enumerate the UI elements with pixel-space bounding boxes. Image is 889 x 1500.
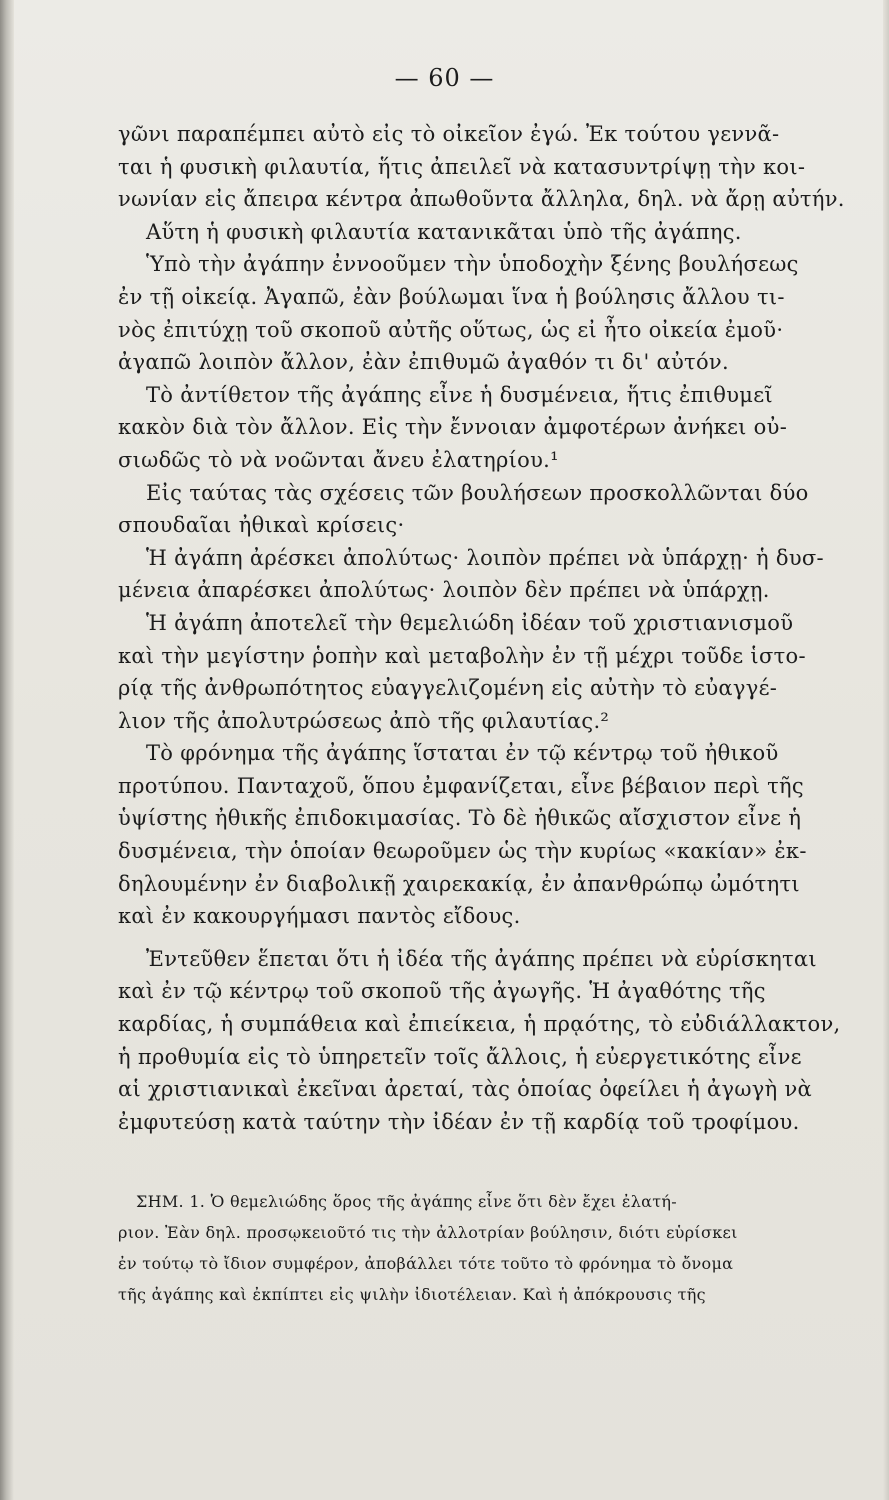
body-text xyxy=(118,118,845,1138)
text-line: δηλουμένην ἐν διαβολικῇ χαιρεκακίᾳ, ἐν ἀπανθρώπῳ ὠμότητι xyxy=(118,871,800,896)
text-line: ἐν τῇ οἰκείᾳ. Ἀγαπῶ, ἐὰν βούλωμαι ἵνα ἡ βούλησις ἄλλου τι- xyxy=(118,284,785,309)
binding-fold-shadow xyxy=(0,0,14,1500)
footnote-line: ριον. Ἐὰν δηλ. προσῳκειοῦτό τις τὴν ἀλλοτρίαν βούλησιν, διότι εὑρίσκει xyxy=(118,1223,738,1242)
text-line: μένεια ἀπαρέσκει ἀπολύτως· λοιπὸν δὲν πρέπει νὰ ὑπάρχῃ. xyxy=(118,578,770,603)
text-line: ρίᾳ τῆς ἀνθρωπότητος εὐαγγελιζομένη εἰς αὐτὴν τὸ εὐαγγέ- xyxy=(118,676,778,701)
footnote-line: ΣΗΜ. 1. Ὁ θεμελιώδης ὅρος τῆς ἀγάπης εἶνε ὅτι δὲν ἔχει ἐλατή- xyxy=(136,1192,678,1211)
text-line: Τὸ ἀντίθετον τῆς ἀγάπης εἶνε ἡ δυσμένεια, ἥτις ἐπιθυμεῖ xyxy=(146,382,773,407)
page-number: — 60 — xyxy=(394,64,495,92)
text-line: Τὸ φρόνημα τῆς ἀγάπης ἵσταται ἐν τῷ κέντρῳ τοῦ ἠθικοῦ xyxy=(146,741,779,766)
text-line: ἐμφυτεύσῃ κατὰ ταύτην τὴν ἰδέαν ἐν τῇ καρδίᾳ τοῦ τροφίμου. xyxy=(118,1109,800,1134)
text-line: νωνίαν εἰς ἄπειρα κέντρα ἀπωθοῦντα ἄλληλα, δηλ. νὰ ἄρῃ αὐτήν. xyxy=(118,187,845,212)
text-line: ται ἡ φυσικὴ φιλαυτία, ἥτις ἀπειλεῖ νὰ κατασυντρίψῃ τὴν κοι- xyxy=(118,154,806,179)
text-line: Αὕτη ἡ φυσικὴ φιλαυτία κατανικᾶται ὑπὸ τῆς ἀγάπης. xyxy=(146,219,742,244)
page-edge-shadow xyxy=(883,0,889,1500)
text-line: Εἰς ταύτας τὰς σχέσεις τῶν βουλήσεων προσκολλῶνται δύο xyxy=(146,480,809,505)
footnotes xyxy=(118,1186,808,1310)
text-line: δυσμένεια, τὴν ὁποίαν θεωροῦμεν ὡς τὴν κυρίως «κακίαν» ἐκ- xyxy=(118,839,807,864)
text-line: καρδίας, ἡ συμπάθεια καὶ ἐπιείκεια, ἡ πρᾳότης, τὸ εὐδιάλλακτον, xyxy=(118,1012,841,1037)
text-line: αἱ χριστιανικαὶ ἐκεῖναι ἀρεταί, τὰς ὁποίας ὀφείλει ἡ ἀγωγὴ νὰ xyxy=(118,1077,813,1102)
text-line: ἡ προθυμία εἰς τὸ ὑπηρετεῖν τοῖς ἄλλοις, ἡ εὐεργετικότης εἶνε xyxy=(118,1044,802,1069)
text-line: Ὑπὸ τὴν ἀγάπην ἐννοοῦμεν τὴν ὑποδοχὴν ξένης βουλήσεως xyxy=(146,252,799,277)
text-line: λιον τῆς ἀπολυτρώσεως ἀπὸ τῆς φιλαυτίας.² xyxy=(118,708,610,733)
text-line: Ἡ ἀγάπη ἀποτελεῖ τὴν θεμελιώδη ἰδέαν τοῦ χριστιανισμοῦ xyxy=(146,610,794,635)
text-line: Ἡ ἀγάπη ἀρέσκει ἀπολύτως· λοιπὸν πρέπει νὰ ὑπάρχῃ· ἡ δυσ- xyxy=(146,545,824,570)
text-line: Ἐντεῦθεν ἕπεται ὅτι ἡ ἰδέα τῆς ἀγάπης πρέπει νὰ εὑρίσκηται xyxy=(146,946,817,971)
text-line: κακὸν διὰ τὸν ἄλλον. Εἰς τὴν ἔννοιαν ἀμφοτέρων ἀνήκει οὐ- xyxy=(118,415,788,440)
text-line: καὶ τὴν μεγίστην ῥοπὴν καὶ μεταβολὴν ἐν τῇ μέχρι τοῦδε ἱστο- xyxy=(118,643,806,668)
footnote-line: ἐν τούτῳ τὸ ἴδιον συμφέρον, ἀποβάλλει τότε τοῦτο τὸ φρόνημα τὸ ὄνομα xyxy=(118,1254,734,1273)
text-line: σπουδαῖαι ἠθικαὶ κρίσεις· xyxy=(118,513,405,538)
text-line: ἀγαπῶ λοιπὸν ἄλλον, ἐὰν ἐπιθυμῶ ἀγαθόν τι δι' αὐτόν. xyxy=(118,350,729,375)
text-line: προτύπου. Πανταχοῦ, ὅπου ἐμφανίζεται, εἶνε βέβαιον περὶ τῆς xyxy=(118,773,804,798)
text-line: νὸς ἐπιτύχῃ τοῦ σκοποῦ αὐτῆς οὕτως, ὡς εἰ ἦτο οἰκεία ἐμοῦ· xyxy=(118,317,784,342)
text-line: καὶ ἐν κακουργήμασι παντὸς εἴδους. xyxy=(118,904,521,929)
text-line: καὶ ἐν τῷ κέντρῳ τοῦ σκοποῦ τῆς ἀγωγῆς. Ἡ ἀγαθότης τῆς xyxy=(118,979,766,1004)
text-line xyxy=(118,933,808,943)
text-line: γῶνι παραπέμπει αὐτὸ εἰς τὸ οἰκεῖον ἐγώ. Ἐκ τούτου γεννᾶ- xyxy=(118,122,780,146)
text-line: ὑψίστης ἠθικῆς ἐπιδοκιμασίας. Τὸ δὲ ἠθικῶς αἴσχιστον εἶνε ἡ xyxy=(118,806,802,831)
text-line: σιωδῶς τὸ νὰ νοῶνται ἄνευ ἐλατηρίου.¹ xyxy=(118,447,559,472)
footnote-line: τῆς ἀγάπης καὶ ἐκπίπτει εἰς ψιλὴν ἰδιοτέλειαν. Καὶ ἡ ἀπόκρουσις τῆς xyxy=(118,1285,706,1304)
